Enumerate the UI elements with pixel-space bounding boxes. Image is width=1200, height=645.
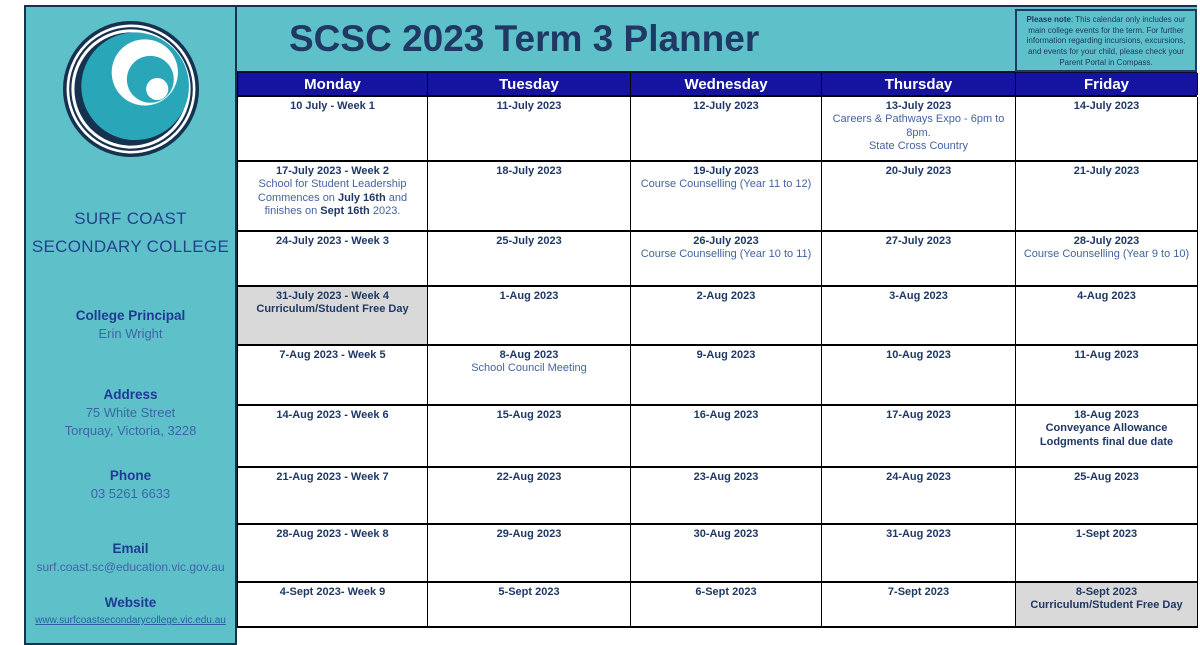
note-box bbox=[1015, 9, 1197, 72]
calendar-cell bbox=[1016, 583, 1198, 628]
cell-date: 1-Aug 2023 bbox=[499, 290, 559, 302]
calendar-cell bbox=[238, 97, 428, 162]
calendar-cell bbox=[631, 346, 822, 406]
calendar-cell bbox=[822, 232, 1016, 287]
cell-event: Course Counselling (Year 11 to 12) bbox=[640, 178, 812, 190]
calendar-cell bbox=[1016, 525, 1198, 583]
cell-date: 13-July 2023 bbox=[885, 100, 952, 112]
cell-date: 24-Aug 2023 bbox=[886, 471, 951, 483]
cell-date: 14-Aug 2023 - Week 6 bbox=[276, 409, 389, 421]
cell-date: 11-July 2023 bbox=[496, 100, 562, 112]
cell-date: 4-Aug 2023 bbox=[1077, 290, 1136, 302]
calendar-cell bbox=[238, 232, 428, 287]
cell-event: School Council Meeting bbox=[471, 362, 587, 374]
sidebar-section-college-principal bbox=[26, 306, 235, 343]
cell-event: State Cross Country bbox=[868, 140, 969, 152]
sidebar bbox=[24, 5, 237, 645]
cell-event: Course Counselling (Year 9 to 10) bbox=[1023, 248, 1190, 260]
calendar-cell bbox=[1016, 232, 1198, 287]
calendar-cell bbox=[238, 287, 428, 346]
cell-date: 19-July 2023 bbox=[693, 165, 759, 177]
cell-event: Course Counselling (Year 10 to 11) bbox=[640, 248, 812, 260]
cell-date: 28-July 2023 bbox=[1073, 235, 1140, 247]
section-heading: Address bbox=[103, 387, 158, 402]
cell-date: 2-Aug 2023 bbox=[696, 290, 756, 302]
sidebar-section-phone bbox=[26, 466, 235, 503]
cell-date: 25-Aug 2023 bbox=[1074, 471, 1139, 483]
calendar-cell bbox=[428, 162, 631, 232]
cell-date: 21-Aug 2023 - Week 7 bbox=[276, 471, 389, 483]
cell-date: 10 July - Week 1 bbox=[290, 100, 375, 112]
section-heading: Email bbox=[112, 541, 149, 556]
cell-date: 6-Sept 2023 bbox=[695, 586, 757, 598]
calendar-cell bbox=[1016, 468, 1198, 525]
cell-date: 17-Aug 2023 bbox=[886, 409, 951, 421]
calendar-cell bbox=[822, 346, 1016, 406]
college-name-line2: SECONDARY COLLEGE bbox=[31, 237, 230, 256]
calendar-cell bbox=[822, 287, 1016, 346]
cell-date: 9-Aug 2023 bbox=[696, 349, 756, 361]
section-heading: Website bbox=[104, 595, 157, 610]
cell-date: 24-July 2023 - Week 3 bbox=[276, 235, 389, 247]
cell-date: 11-Aug 2023 bbox=[1074, 349, 1139, 361]
calendar-cell bbox=[631, 406, 822, 468]
calendar-cell bbox=[428, 406, 631, 468]
sidebar-contact-sections bbox=[26, 306, 235, 630]
calendar-cell bbox=[631, 583, 822, 628]
cell-date: 29-Aug 2023 bbox=[496, 528, 562, 540]
cell-date: 25-July 2023 bbox=[496, 235, 562, 247]
calendar-cell bbox=[822, 162, 1016, 232]
title-band bbox=[237, 5, 1197, 73]
section-heading: College Principal bbox=[75, 308, 186, 323]
cell-date: 7-Sept 2023 bbox=[887, 586, 950, 598]
sidebar-section-address bbox=[26, 385, 235, 440]
cell-date: 14-July 2023 bbox=[1073, 100, 1140, 112]
calendar-cell bbox=[428, 583, 631, 628]
cell-date: 16-Aug 2023 bbox=[693, 409, 759, 421]
cell-event: School for Student Leadership Commences on July 16th and finishes on Sept 16th 2023. bbox=[257, 178, 408, 217]
cell-date: 17-July 2023 - Week 2 bbox=[276, 165, 389, 177]
cell-date: 5-Sept 2023 bbox=[498, 586, 560, 598]
calendar-cell bbox=[428, 346, 631, 406]
website-link[interactable]: www.surfcoastsecondarycollege.vic.edu.au bbox=[35, 615, 226, 626]
calendar-cell bbox=[1016, 346, 1198, 406]
calendar-cell bbox=[428, 468, 631, 525]
sidebar-section-email bbox=[26, 539, 235, 576]
college-name-line1: SURF COAST bbox=[74, 209, 187, 228]
cell-date: 15-Aug 2023 bbox=[496, 409, 562, 421]
calendar-cell bbox=[631, 468, 822, 525]
calendar-cell bbox=[631, 97, 822, 162]
calendar-cell bbox=[822, 525, 1016, 583]
calendar-cell bbox=[822, 468, 1016, 525]
calendar-cell bbox=[631, 162, 822, 232]
day-header-monday: Monday bbox=[238, 73, 428, 95]
cell-event: Careers & Pathways Expo - 6pm to 8pm. bbox=[832, 113, 1005, 139]
day-header-tuesday: Tuesday bbox=[428, 73, 631, 95]
calendar-cell bbox=[822, 406, 1016, 468]
calendar-cell bbox=[631, 525, 822, 583]
cell-date: 12-July 2023 bbox=[693, 100, 759, 112]
calendar-cell bbox=[1016, 97, 1198, 162]
cell-date: 20-July 2023 bbox=[885, 165, 952, 177]
calendar-cell bbox=[238, 406, 428, 468]
cell-date: 31-Aug 2023 bbox=[886, 528, 951, 540]
cell-date: 22-Aug 2023 bbox=[496, 471, 562, 483]
main-area bbox=[237, 5, 1197, 628]
cell-date: 27-July 2023 bbox=[885, 235, 952, 247]
cell-event: Curriculum/Student Free Day bbox=[256, 303, 409, 315]
day-header-friday: Friday bbox=[1016, 73, 1198, 95]
cell-date: 3-Aug 2023 bbox=[889, 290, 948, 302]
calendar-cell bbox=[238, 468, 428, 525]
calendar-cell bbox=[631, 287, 822, 346]
calendar-cell bbox=[428, 287, 631, 346]
cell-date: 23-Aug 2023 bbox=[693, 471, 759, 483]
cell-event: Curriculum/Student Free Day bbox=[1030, 599, 1183, 611]
note-text: : This calendar only includes our main college events for the term. For further information regarding incursions, excursions, and events for your child, please check your Parent Portal in Compass. bbox=[1026, 15, 1186, 67]
note-label: Please note bbox=[1026, 15, 1071, 24]
cell-date: 7-Aug 2023 - Week 5 bbox=[279, 349, 386, 361]
college-wave-logo-icon bbox=[62, 20, 200, 158]
calendar-cell bbox=[822, 97, 1016, 162]
cell-date: 4-Sept 2023- Week 9 bbox=[279, 586, 386, 598]
college-name bbox=[26, 205, 235, 261]
calendar-cell bbox=[822, 583, 1016, 628]
day-header-thursday: Thursday bbox=[822, 73, 1016, 95]
section-line: Erin Wright bbox=[98, 326, 163, 341]
calendar-cell bbox=[238, 162, 428, 232]
calendar-cell bbox=[238, 583, 428, 628]
cell-date: 8-Sept 2023 bbox=[1075, 586, 1138, 598]
calendar-cell bbox=[428, 97, 631, 162]
day-header-row bbox=[237, 73, 1197, 97]
calendar-cell bbox=[1016, 162, 1198, 232]
cell-date: 21-July 2023 bbox=[1073, 165, 1140, 177]
calendar-cell bbox=[1016, 287, 1198, 346]
cell-date: 1-Sept 2023 bbox=[1075, 528, 1138, 540]
day-header-wednesday: Wednesday bbox=[631, 73, 822, 95]
cell-event: Conveyance Allowance Lodgments final due date bbox=[1039, 422, 1174, 448]
cell-date: 28-Aug 2023 - Week 8 bbox=[276, 528, 389, 540]
section-line: 75 White Street bbox=[85, 405, 176, 420]
calendar-grid bbox=[237, 97, 1197, 628]
calendar-cell bbox=[238, 525, 428, 583]
section-line: surf.coast.sc@education.vic.gov.au bbox=[36, 560, 225, 574]
cell-date: 10-Aug 2023 bbox=[886, 349, 951, 361]
cell-date: 18-Aug 2023 bbox=[1074, 409, 1139, 421]
section-line: Torquay, Victoria, 3228 bbox=[64, 423, 197, 438]
section-heading: Phone bbox=[109, 468, 152, 483]
page-title: SCSC 2023 Term 3 Planner bbox=[289, 18, 760, 59]
calendar-cell bbox=[428, 525, 631, 583]
cell-date: 8-Aug 2023 bbox=[499, 349, 559, 361]
sidebar-section-website bbox=[26, 593, 235, 630]
cell-date: 30-Aug 2023 bbox=[693, 528, 759, 540]
section-line: 03 5261 6633 bbox=[90, 486, 171, 501]
calendar-cell bbox=[238, 346, 428, 406]
cell-date: 18-July 2023 bbox=[496, 165, 562, 177]
calendar-cell bbox=[1016, 406, 1198, 468]
calendar-cell bbox=[428, 232, 631, 287]
calendar-cell bbox=[631, 232, 822, 287]
cell-date: 26-July 2023 bbox=[693, 235, 759, 247]
cell-date: 31-July 2023 - Week 4 bbox=[276, 290, 389, 302]
